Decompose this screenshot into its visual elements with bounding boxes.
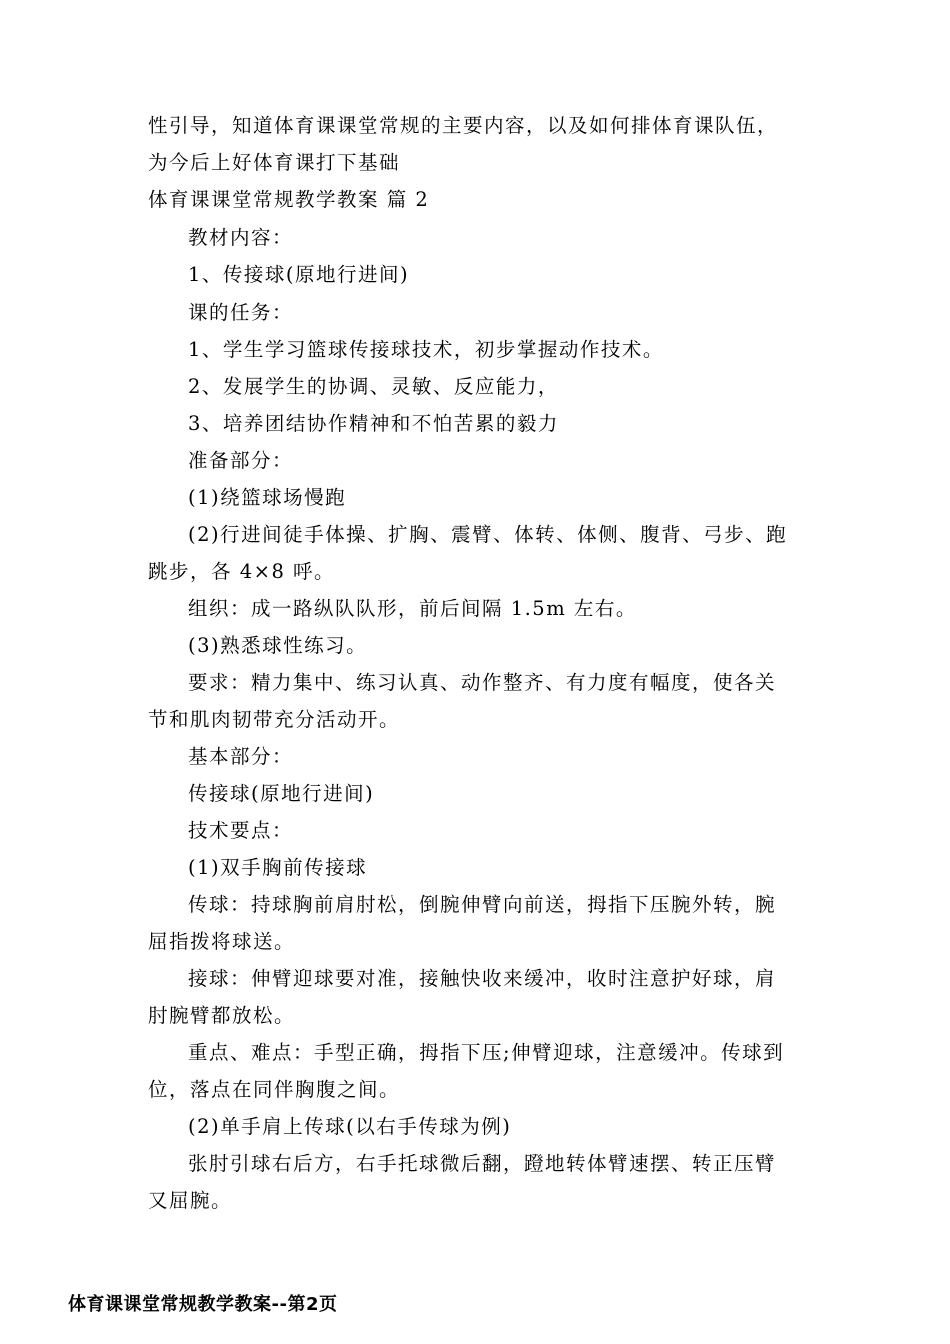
body-text-line: 组织：成一路纵队队形，前后间隔 1.5m 左右。: [188, 597, 637, 620]
body-text-line: 要求：精力集中、练习认真、动作整齐、有力度有幅度，使各关: [188, 671, 777, 694]
body-text-line: 又屈腕。: [148, 1189, 233, 1212]
body-text-line: 肘腕臂都放松。: [148, 1004, 296, 1027]
body-text-line: 位，落点在同伴胸腹之间。: [148, 1078, 401, 1101]
body-text-line: 1、传接球(原地行进间): [188, 263, 410, 286]
body-text-line: 为今后上好体育课打下基础: [148, 151, 401, 174]
body-text-line: 教材内容：: [188, 226, 294, 249]
body-text-line: 3、培养团结协作精神和不怕苦累的毅力: [188, 412, 559, 435]
body-text-line: 2、发展学生的协调、灵敏、反应能力，: [188, 375, 559, 398]
body-text-line: 性引导，知道体育课课堂常规的主要内容，以及如何排体育课队伍，: [148, 114, 779, 137]
body-text-line: 传接球(原地行进间): [188, 782, 375, 805]
body-text-line: 基本部分：: [188, 745, 294, 768]
body-text-line: 节和肌肉韧带充分活动开。: [148, 708, 401, 731]
body-text-line: (3)熟悉球性练习。: [188, 634, 368, 657]
body-text-line: (2)行进间徒手体操、扩胸、震臂、体转、体侧、腹背、弓步、跑: [188, 523, 788, 546]
page-footer: 体育课课堂常规教学教案--第2页: [68, 1294, 338, 1315]
body-text-line: 课的任务：: [188, 301, 294, 324]
body-text-line: 屈指拨将球送。: [148, 930, 296, 953]
body-text-line: (1)双手胸前传接球: [188, 856, 368, 879]
body-text-line: 技术要点：: [188, 819, 294, 842]
body-text-line: (2)单手肩上传球(以右手传球为例): [188, 1115, 512, 1138]
body-text-line: 传球：持球胸前肩肘松，倒腕伸臂向前送，拇指下压腕外转，腕: [188, 893, 777, 916]
body-text-line: (1)绕篮球场慢跑: [188, 486, 347, 509]
body-text-line: 准备部分：: [188, 449, 294, 472]
body-text-line: 接球：伸臂迎球要对准，接触快收来缓冲，收时注意护好球，肩: [188, 967, 777, 990]
section-heading: 体育课课堂常规教学教案 篇 2: [148, 188, 430, 211]
body-text-line: 跳步，各 4×8 呼。: [148, 560, 336, 583]
body-text-line: 重点、难点：手型正确，拇指下压;伸臂迎球，注意缓冲。传球到: [188, 1041, 785, 1064]
body-text-line: 张肘引球右后方，右手托球微后翻，蹬地转体臂速摆、转正压臂: [188, 1152, 777, 1175]
body-text-line: 1、学生学习篮球传接球技术，初步掌握动作技术。: [188, 338, 664, 361]
